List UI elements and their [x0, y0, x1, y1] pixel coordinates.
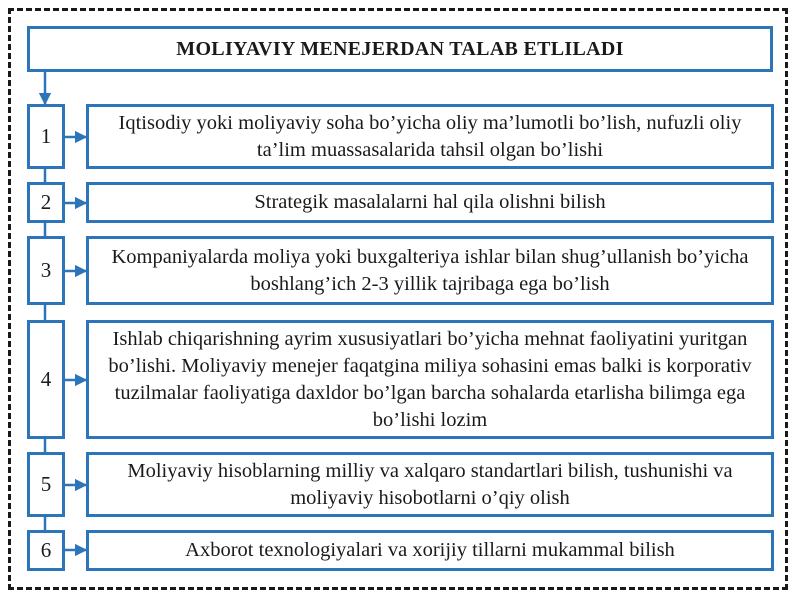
step-number-5: 5: [27, 452, 65, 517]
step-text-6: Axborot texnologiyalari va xorijiy tillarni mukammal bilish: [86, 530, 774, 571]
step-text-5: Moliyaviy hisoblarning milliy va xalqaro standartlari bilish, tushunishi va moliyaviy hisobotlarni o’qiy olish: [86, 452, 774, 517]
step-number-2: 2: [27, 182, 65, 223]
step-text-2: Strategik masalalarni hal qila olishni bilish: [86, 182, 774, 223]
step-number-4: 4: [27, 320, 65, 439]
step-text-4: Ishlab chiqarishning ayrim xususiyatlari bo’yicha mehnat faoliyatini yuritgan bo’lishi. Moliyaviy menejer faqatgina miliya sohasini emas balki is korporativ tuzilmalar faoliyatiga daxldor bo’lgan barcha sohalarda etarlisha bilimga ega bo’lishi lozim: [86, 320, 774, 439]
step-text-3: Kompaniyalarda moliya yoki buxgalteriya ishlar bilan shug’ullanish bo’yicha boshlang’ich 2-3 yillik tajribaga ega bo’lish: [86, 236, 774, 305]
step-number-1: 1: [27, 104, 65, 169]
step-number-6: 6: [27, 530, 65, 571]
diagram-title: MOLIYAVIY MENEJERDAN TALAB ETLILADI: [27, 26, 773, 72]
step-number-3: 3: [27, 236, 65, 305]
step-text-1: Iqtisodiy yoki moliyaviy soha bo’yicha oliy ma’lumotli bo’lish, nufuzli oliy ta’lim muassasalarida tahsil olgan bo’lishi: [86, 104, 774, 169]
